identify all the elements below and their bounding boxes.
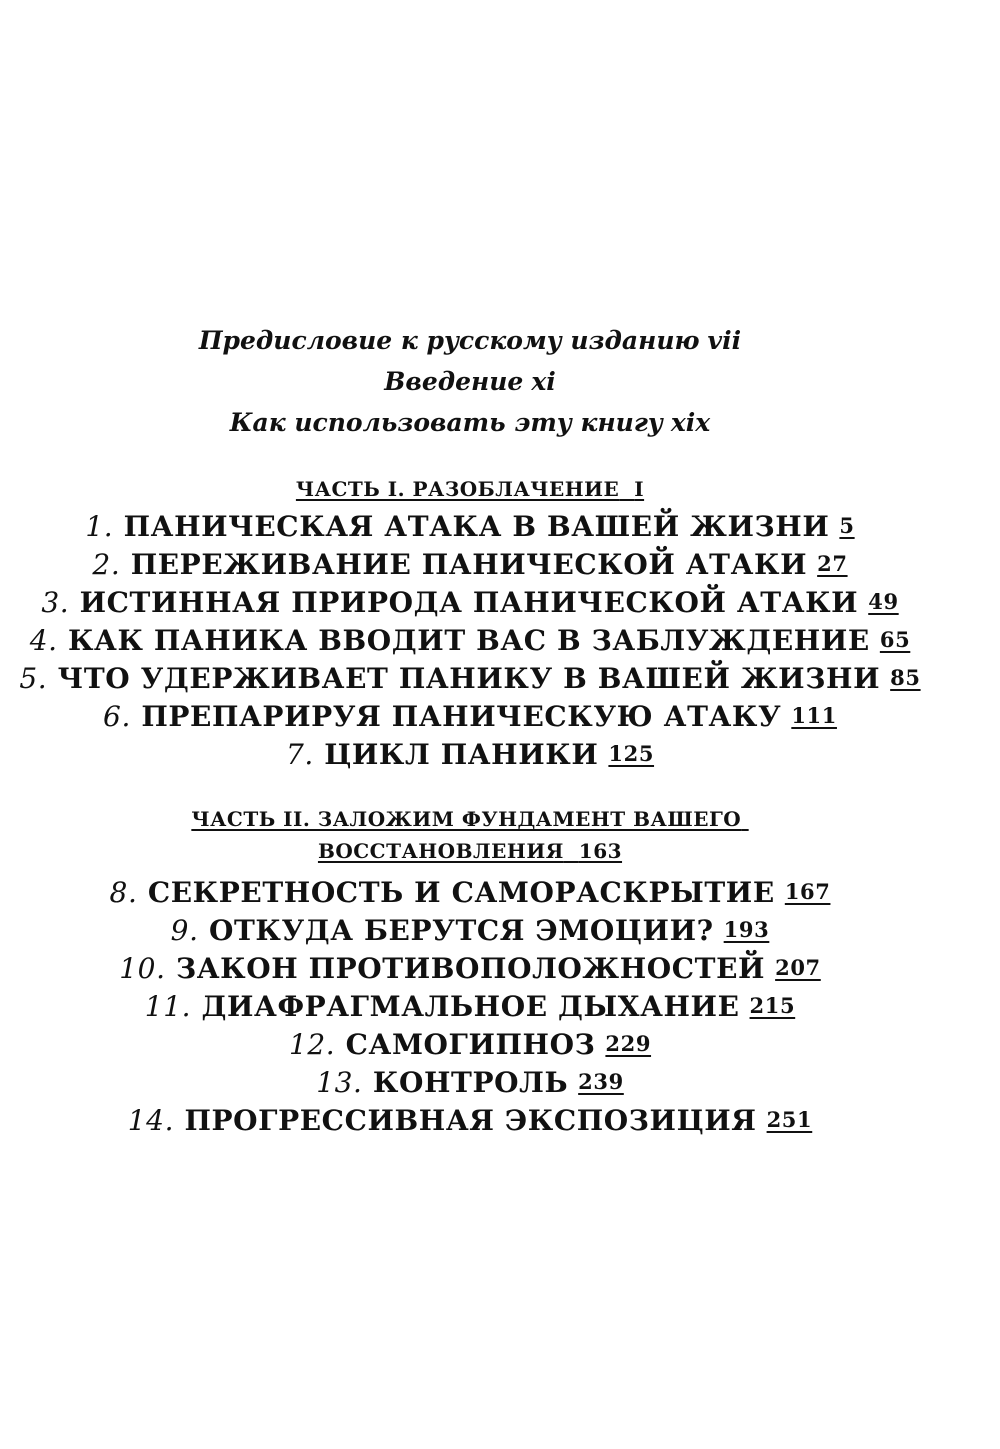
- chapter-number: 11.: [144, 990, 192, 1023]
- chapter-entry: [0, 660, 940, 697]
- front-entry-introduction: [0, 367, 940, 397]
- chapter-title: ИСТИННАЯ ПРИРОДА ПАНИЧЕСКОЙ АТАКИ: [79, 586, 859, 619]
- chapter-number: 14.: [127, 1104, 175, 1137]
- chapter-page: 125: [608, 741, 655, 766]
- chapter-number: 4.: [29, 624, 58, 657]
- chapter-entry: [0, 1102, 940, 1139]
- entry-title: Как использовать эту книгу: [229, 408, 663, 437]
- chapter-number: 10.: [119, 952, 166, 985]
- chapter-page: 5: [839, 513, 855, 538]
- part-page: 163: [578, 839, 623, 863]
- chapter-entry: [0, 584, 940, 621]
- entry-page: xix: [670, 408, 711, 437]
- chapter-number: 3.: [41, 586, 70, 619]
- chapter-number: 1.: [85, 510, 114, 543]
- chapter-title: ЗАКОН ПРОТИВОПОЛОЖНОСТЕЙ: [175, 952, 766, 985]
- chapter-page: 229: [605, 1031, 652, 1056]
- chapter-number: 7.: [285, 738, 314, 771]
- entry-page: xi: [531, 367, 556, 396]
- chapter-title: КОНТРОЛЬ: [372, 1066, 569, 1099]
- part-title: ВОССТАНОВЛЕНИЯ: [317, 839, 564, 863]
- front-entry-how-to-use: [0, 408, 940, 438]
- front-entry-preface: [0, 326, 940, 356]
- chapter-page: 65: [879, 627, 911, 652]
- chapter-title: ДИАФРАГМАЛЬНОЕ ДЫХАНИЕ: [201, 990, 740, 1023]
- chapter-entry: [0, 736, 940, 773]
- chapter-page: 49: [868, 589, 899, 614]
- entry-title: Введение: [384, 367, 524, 396]
- part-2-heading-line-1: [0, 806, 940, 832]
- chapter-title: СЕКРЕТНОСТЬ И САМОРАСКРЫТИЕ: [147, 876, 775, 909]
- chapter-entry: [0, 988, 940, 1025]
- chapter-page: 85: [890, 665, 921, 690]
- chapter-title: ЧТО УДЕРЖИВАЕТ ПАНИКУ В ВАШЕЙ ЖИЗНИ: [57, 662, 881, 695]
- chapter-number: 12.: [288, 1028, 336, 1061]
- chapter-page: 193: [723, 917, 770, 942]
- chapter-title: ПАНИЧЕСКАЯ АТАКА В ВАШЕЙ ЖИЗНИ: [123, 510, 830, 543]
- part-2-heading-line-2: [0, 838, 940, 864]
- chapter-page: 27: [817, 551, 848, 576]
- chapter-entry: [0, 1026, 940, 1063]
- chapter-title: ПРЕПАРИРУЯ ПАНИЧЕСКУЮ АТАКУ: [141, 700, 782, 733]
- chapter-entry: [0, 912, 940, 949]
- chapter-title: ПРОГРЕССИВНАЯ ЭКСПОЗИЦИЯ: [184, 1104, 757, 1137]
- chapter-page: 239: [578, 1069, 624, 1094]
- part-title: ЧАСТЬ I. РАЗОБЛАЧЕНИЕ: [295, 477, 620, 501]
- entry-page: vii: [707, 326, 742, 355]
- chapter-entry: [0, 874, 940, 911]
- chapter-page: 251: [766, 1107, 813, 1132]
- chapter-number: 8.: [109, 876, 138, 909]
- part-title: ЧАСТЬ II. ЗАЛОЖИМ ФУНДАМЕНТ ВАШЕГО: [191, 807, 742, 831]
- chapter-entry: [0, 1064, 940, 1101]
- chapter-page: 215: [749, 993, 796, 1018]
- chapter-title: ЦИКЛ ПАНИКИ: [324, 738, 599, 771]
- chapter-page: 167: [784, 879, 831, 904]
- chapter-number: 5.: [19, 662, 48, 695]
- part-1-heading: [0, 476, 940, 502]
- chapter-title: ПЕРЕЖИВАНИЕ ПАНИЧЕСКОЙ АТАКИ: [130, 548, 808, 581]
- chapter-number: 6.: [103, 700, 131, 733]
- chapter-entry: [0, 698, 940, 735]
- part-page: I: [634, 477, 645, 501]
- chapter-number: 2.: [92, 548, 121, 581]
- chapter-entry: [0, 622, 940, 659]
- chapter-entry: [0, 950, 940, 987]
- chapter-page: 207: [775, 955, 821, 980]
- entry-title: Предисловие к русскому изданию: [198, 326, 700, 355]
- chapter-entry: [0, 508, 940, 545]
- chapter-page: 111: [791, 703, 837, 728]
- chapter-title: САМОГИПНОЗ: [345, 1028, 596, 1061]
- chapter-number: 9.: [170, 914, 199, 947]
- chapter-title: КАК ПАНИКА ВВОДИТ ВАС В ЗАБЛУЖДЕНИЕ: [67, 624, 870, 657]
- chapter-title: ОТКУДА БЕРУТСЯ ЭМОЦИИ?: [208, 914, 714, 947]
- chapter-number: 13.: [316, 1066, 363, 1099]
- chapter-entry: [0, 546, 940, 583]
